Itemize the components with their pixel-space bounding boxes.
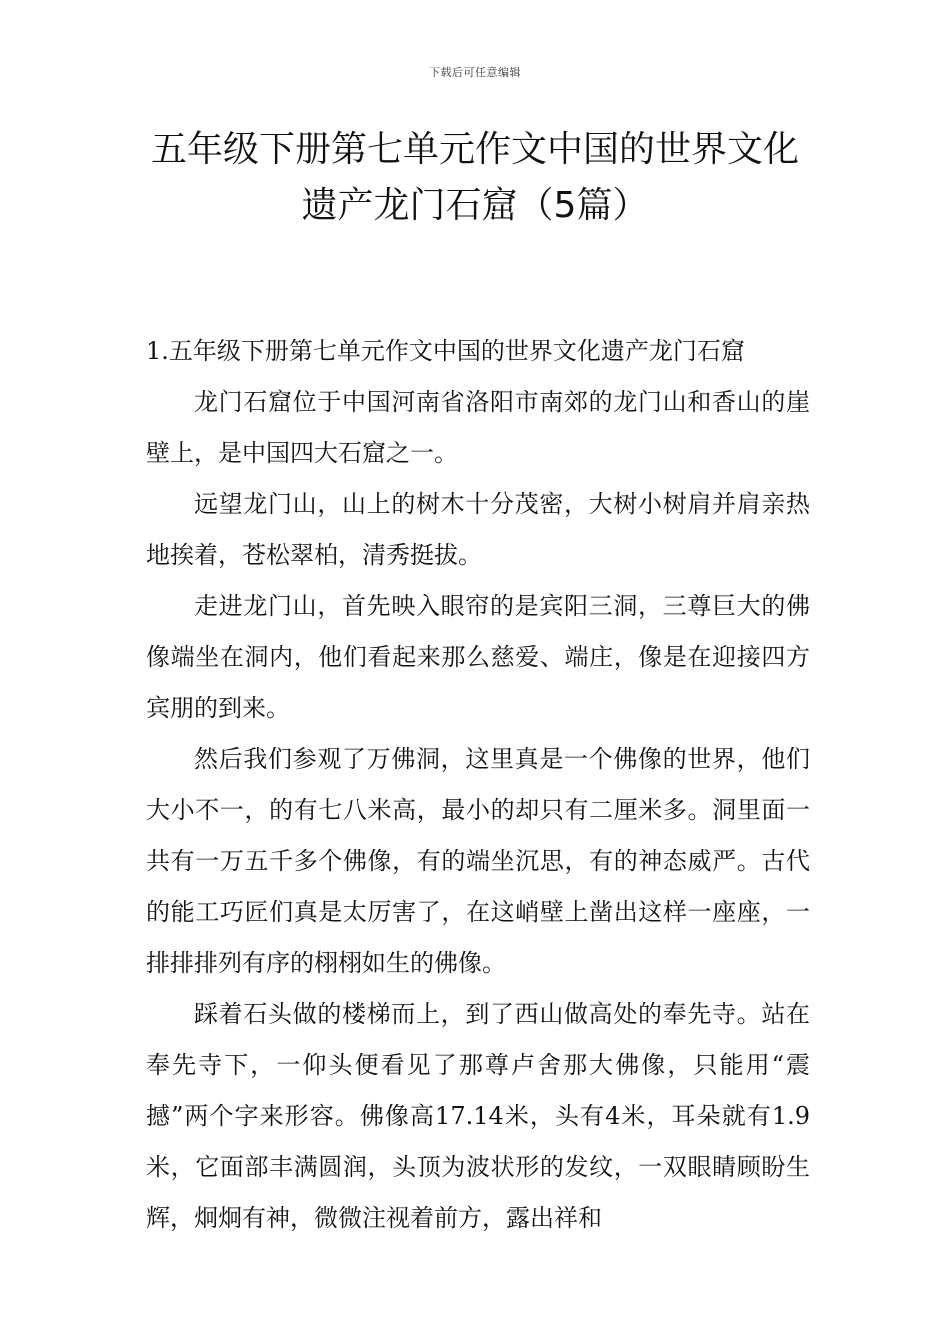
header-note: 下载后可任意编辑 — [429, 66, 521, 79]
title-line-2: 遗产龙门石窟（5篇） — [301, 185, 649, 226]
paragraph: 踩着石头做的楼梯而上，到了西山做高处的奉先寺。站在奉先寺下，一仰头便看见了那尊卢舍那大佛像，只能用“震撼”两个字来形容。佛像高17.14米，头有4米，耳朵就有1.9米，它面部丰满圆润，头顶为波状形的发纹，一双眼睛顾盼生辉，炯炯有神，微微注视着前方，露出祥和 — [146, 1000, 810, 1232]
paragraph: 龙门石窟位于中国河南省洛阳市南郊的龙门山和香山的崖壁上，是中国四大石窟之一。 — [146, 388, 810, 467]
paragraph: 远望龙门山，山上的树木十分茂密，大树小树肩并肩亲热地挨着，苍松翠柏，清秀挺拔。 — [146, 490, 810, 569]
paragraph: 走进龙门山，首先映入眼帘的是宾阳三洞，三尊巨大的佛像端坐在洞内，他们看起来那么慈爱、端庄，像是在迎接四方宾朋的到来。 — [146, 592, 810, 722]
document-title — [130, 122, 820, 234]
article-body — [146, 326, 810, 1244]
paragraph: 然后我们参观了万佛洞，这里真是一个佛像的世界，他们大小不一，的有七八米高，最小的却只有二厘米多。洞里面一共有一万五千多个佛像，有的端坐沉思，有的神态威严。古代的能工巧匠们真是太厉害了，在这峭壁上凿出这样一座座，一排排排列有序的栩栩如生的佛像。 — [146, 745, 810, 977]
article-heading: 1.五年级下册第七单元作文中国的世界文化遗产龙门石窟 — [146, 337, 745, 365]
title-line-1: 五年级下册第七单元作文中国的世界文化 — [150, 129, 799, 170]
